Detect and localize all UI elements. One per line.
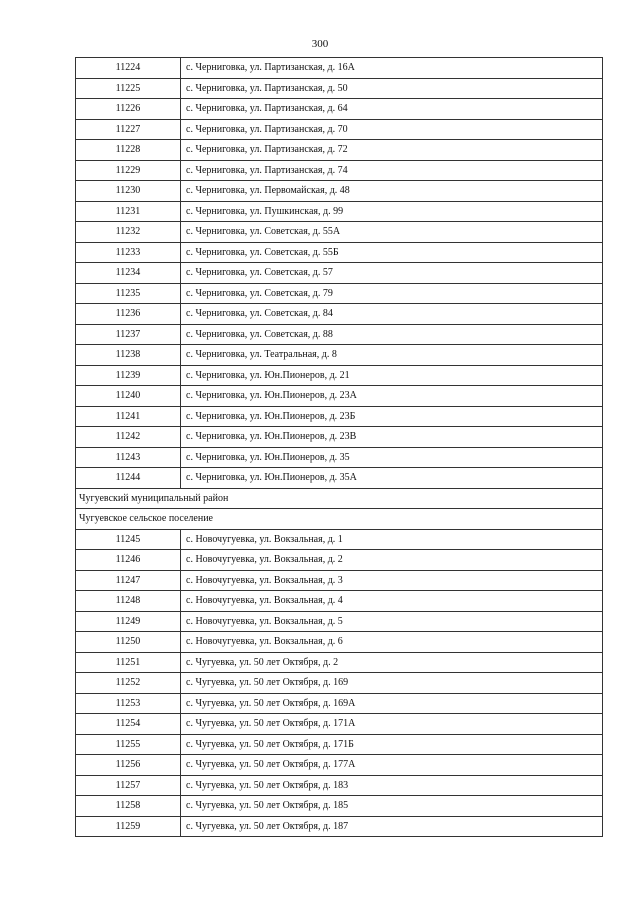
record-number: 11233 xyxy=(76,242,181,263)
table-row xyxy=(76,160,603,181)
record-number: 11238 xyxy=(76,345,181,366)
address-cell: с. Чугуевка, ул. 50 лет Октября, д. 169 xyxy=(181,673,603,694)
address-cell: с. Чугуевка, ул. 50 лет Октября, д. 171Б xyxy=(181,734,603,755)
address-registry-table xyxy=(75,57,603,837)
record-number: 11256 xyxy=(76,755,181,776)
record-number: 11242 xyxy=(76,427,181,448)
record-number: 11258 xyxy=(76,796,181,817)
record-number: 11255 xyxy=(76,734,181,755)
address-cell: с. Чугуевка, ул. 50 лет Октября, д. 169А xyxy=(181,693,603,714)
record-number: 11246 xyxy=(76,550,181,571)
table-row xyxy=(76,570,603,591)
address-cell: с. Черниговка, ул. Партизанская, д. 74 xyxy=(181,160,603,181)
table-row xyxy=(76,201,603,222)
address-cell: с. Новочугуевка, ул. Вокзальная, д. 4 xyxy=(181,591,603,612)
address-cell: с. Черниговка, ул. Партизанская, д. 16А xyxy=(181,58,603,79)
address-cell: с. Черниговка, ул. Советская, д. 55А xyxy=(181,222,603,243)
record-number: 11231 xyxy=(76,201,181,222)
record-number: 11251 xyxy=(76,652,181,673)
address-cell: с. Черниговка, ул. Партизанская, д. 72 xyxy=(181,140,603,161)
address-cell: с. Черниговка, ул. Театральная, д. 8 xyxy=(181,345,603,366)
table-row xyxy=(76,693,603,714)
address-cell: с. Черниговка, ул. Партизанская, д. 70 xyxy=(181,119,603,140)
record-number: 11250 xyxy=(76,632,181,653)
table-row xyxy=(76,365,603,386)
record-number: 11247 xyxy=(76,570,181,591)
table-row xyxy=(76,714,603,735)
address-cell: с. Чугуевка, ул. 50 лет Октября, д. 2 xyxy=(181,652,603,673)
table-row xyxy=(76,58,603,79)
address-cell: с. Черниговка, ул. Советская, д. 57 xyxy=(181,263,603,284)
table-row xyxy=(76,406,603,427)
address-cell: с. Черниговка, ул. Пушкинская, д. 99 xyxy=(181,201,603,222)
record-number: 11235 xyxy=(76,283,181,304)
record-number: 11225 xyxy=(76,78,181,99)
address-cell: с. Черниговка, ул. Юн.Пионеров, д. 23В xyxy=(181,427,603,448)
record-number: 11232 xyxy=(76,222,181,243)
record-number: 11245 xyxy=(76,529,181,550)
record-number: 11259 xyxy=(76,816,181,837)
record-number: 11234 xyxy=(76,263,181,284)
address-cell: с. Новочугуевка, ул. Вокзальная, д. 5 xyxy=(181,611,603,632)
address-cell: с. Новочугуевка, ул. Вокзальная, д. 3 xyxy=(181,570,603,591)
table-row xyxy=(76,222,603,243)
address-cell: с. Черниговка, ул. Советская, д. 88 xyxy=(181,324,603,345)
address-cell: с. Черниговка, ул. Юн.Пионеров, д. 21 xyxy=(181,365,603,386)
record-number: 11253 xyxy=(76,693,181,714)
address-cell: с. Черниговка, ул. Советская, д. 79 xyxy=(181,283,603,304)
table-row xyxy=(76,99,603,120)
record-number: 11244 xyxy=(76,468,181,489)
table-row xyxy=(76,468,603,489)
table-row xyxy=(76,755,603,776)
address-cell: с. Черниговка, ул. Юн.Пионеров, д. 23А xyxy=(181,386,603,407)
table-row xyxy=(76,673,603,694)
table-row xyxy=(76,119,603,140)
address-cell: с. Черниговка, ул. Юн.Пионеров, д. 23Б xyxy=(181,406,603,427)
section-header-row xyxy=(76,509,603,530)
table-row xyxy=(76,140,603,161)
record-number: 11243 xyxy=(76,447,181,468)
table-row xyxy=(76,181,603,202)
table-row xyxy=(76,816,603,837)
table-row xyxy=(76,386,603,407)
record-number: 11241 xyxy=(76,406,181,427)
address-cell: с. Чугуевка, ул. 50 лет Октября, д. 171А xyxy=(181,714,603,735)
record-number: 11257 xyxy=(76,775,181,796)
table-row xyxy=(76,78,603,99)
record-number: 11240 xyxy=(76,386,181,407)
address-cell: с. Черниговка, ул. Юн.Пионеров, д. 35 xyxy=(181,447,603,468)
address-cell: с. Новочугуевка, ул. Вокзальная, д. 6 xyxy=(181,632,603,653)
section-title: Чугуевский муниципальный район xyxy=(76,488,603,509)
table-row xyxy=(76,550,603,571)
section-title: Чугуевское сельское поселение xyxy=(76,509,603,530)
page-number: 300 xyxy=(311,38,329,50)
record-number: 11228 xyxy=(76,140,181,161)
address-cell: с. Чугуевка, ул. 50 лет Октября, д. 177А xyxy=(181,755,603,776)
record-number: 11226 xyxy=(76,99,181,120)
table-row xyxy=(76,796,603,817)
address-cell: с. Черниговка, ул. Партизанская, д. 64 xyxy=(181,99,603,120)
table-row xyxy=(76,611,603,632)
table-row xyxy=(76,529,603,550)
address-cell: с. Новочугуевка, ул. Вокзальная, д. 1 xyxy=(181,529,603,550)
table-row xyxy=(76,775,603,796)
record-number: 11254 xyxy=(76,714,181,735)
address-cell: с. Черниговка, ул. Юн.Пионеров, д. 35А xyxy=(181,468,603,489)
table-row xyxy=(76,304,603,325)
address-cell: с. Чугуевка, ул. 50 лет Октября, д. 183 xyxy=(181,775,603,796)
table-row xyxy=(76,263,603,284)
record-number: 11230 xyxy=(76,181,181,202)
table-row xyxy=(76,734,603,755)
address-cell: с. Новочугуевка, ул. Вокзальная, д. 2 xyxy=(181,550,603,571)
section-header-row xyxy=(76,488,603,509)
record-number: 11236 xyxy=(76,304,181,325)
record-number: 11239 xyxy=(76,365,181,386)
record-number: 11229 xyxy=(76,160,181,181)
registry-body xyxy=(76,58,603,837)
table-row xyxy=(76,591,603,612)
table-row xyxy=(76,324,603,345)
table-row xyxy=(76,632,603,653)
record-number: 11252 xyxy=(76,673,181,694)
table-row xyxy=(76,652,603,673)
address-cell: с. Черниговка, ул. Партизанская, д. 50 xyxy=(181,78,603,99)
table-row xyxy=(76,447,603,468)
address-cell: с. Черниговка, ул. Первомайская, д. 48 xyxy=(181,181,603,202)
table-row xyxy=(76,283,603,304)
table-row xyxy=(76,427,603,448)
address-cell: с. Черниговка, ул. Советская, д. 84 xyxy=(181,304,603,325)
record-number: 11237 xyxy=(76,324,181,345)
record-number: 11224 xyxy=(76,58,181,79)
record-number: 11227 xyxy=(76,119,181,140)
address-cell: с. Чугуевка, ул. 50 лет Октября, д. 187 xyxy=(181,816,603,837)
address-cell: с. Черниговка, ул. Советская, д. 55Б xyxy=(181,242,603,263)
table-row xyxy=(76,242,603,263)
table-row xyxy=(76,345,603,366)
record-number: 11249 xyxy=(76,611,181,632)
address-cell: с. Чугуевка, ул. 50 лет Октября, д. 185 xyxy=(181,796,603,817)
record-number: 11248 xyxy=(76,591,181,612)
